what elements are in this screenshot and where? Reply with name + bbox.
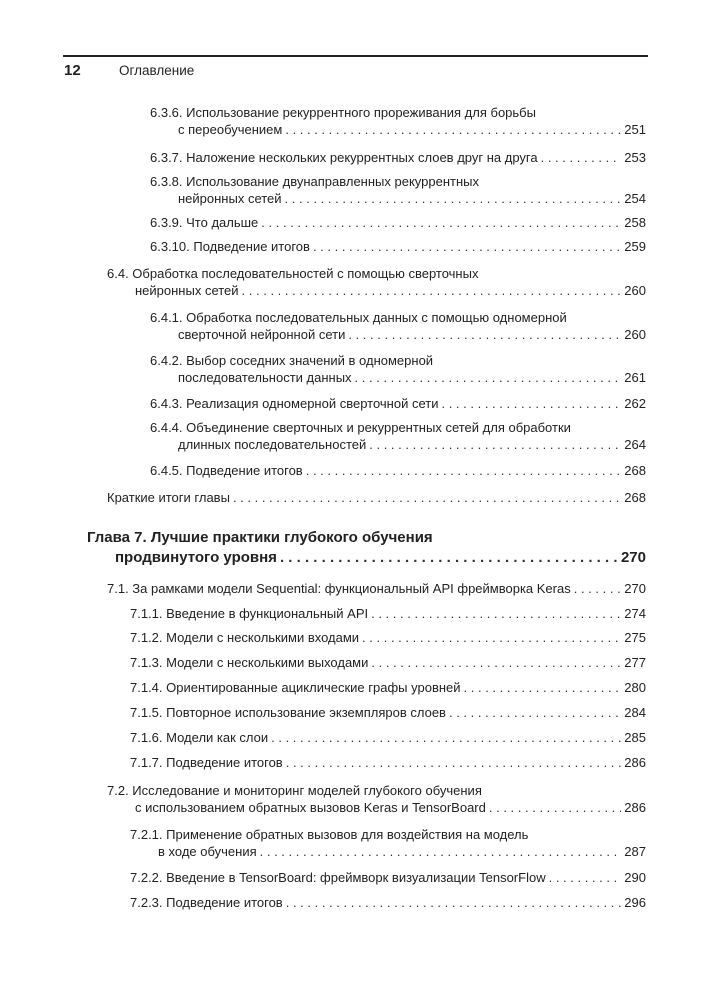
toc-entry-title: 6.4. Обработка последовательностей с помощью сверточных [107, 266, 479, 281]
toc-entry-title: 6.3.7. Наложение нескольких рекуррентных слоев друг на друга [150, 150, 538, 165]
toc-entry-title: 7.1.4. Ориентированные ациклические графы уровней [130, 680, 461, 695]
page-number: 12 [64, 62, 81, 79]
dot-leader [261, 214, 621, 231]
toc-entry-title: 6.4.5. Подведение итогов [150, 463, 303, 478]
toc-entry-title: 6.4.4. Объединение сверточных и рекуррентных сетей для обработки [150, 420, 571, 435]
toc-entry[interactable] [150, 149, 646, 166]
toc-page-number: 285 [624, 730, 646, 745]
toc-entry[interactable] [150, 104, 646, 138]
toc-page-number: 260 [624, 283, 646, 298]
dot-leader [369, 436, 621, 453]
toc-entry-title: 7.1.1. Введение в функциональный API [130, 606, 369, 621]
toc-entry[interactable] [107, 265, 646, 299]
toc-entry[interactable] [107, 580, 646, 597]
toc-entry[interactable] [130, 629, 646, 646]
header-rule [63, 55, 648, 57]
dot-leader [362, 629, 621, 646]
toc-entry[interactable] [130, 679, 646, 696]
toc-page-number: 277 [624, 655, 646, 670]
toc-chapter-entry[interactable] [87, 528, 646, 568]
dot-leader [574, 580, 622, 597]
dot-leader [280, 548, 618, 568]
dot-leader [285, 190, 622, 207]
toc-entry-title: 7.1.6. Модели как слои [130, 730, 269, 745]
toc-entry-title: 7.1.5. Повторное использование экземпляров слоев [130, 705, 446, 720]
toc-entry[interactable] [107, 782, 646, 816]
toc-entry[interactable] [107, 489, 646, 506]
toc-entry[interactable] [130, 826, 646, 860]
toc-entry[interactable] [130, 704, 646, 721]
toc-page-number: 254 [624, 191, 646, 206]
toc-page-number: 251 [624, 122, 646, 137]
dot-leader [489, 799, 621, 816]
toc-page-number: 262 [624, 396, 646, 411]
toc-entry[interactable] [150, 309, 646, 343]
toc-entry-title-cont: в ходе обучения [158, 844, 257, 859]
toc-page-number: 260 [624, 327, 646, 342]
toc-page-number: 268 [624, 490, 646, 505]
toc-entry-title: 7.1.3. Модели с несколькими выходами [130, 655, 369, 670]
toc-entry-title: 6.3.8. Использование двунаправленных рекуррентных [150, 174, 479, 189]
toc-page-number: 270 [624, 581, 646, 596]
dot-leader [371, 605, 621, 622]
toc-page-number: 259 [624, 239, 646, 254]
toc-page-number: 286 [624, 800, 646, 815]
toc-entry-title: 6.4.3. Реализация одномерной сверточной сети [150, 396, 439, 411]
toc-entry-title: 6.4.2. Выбор соседних значений в одномерной [150, 353, 434, 368]
toc-entry[interactable] [130, 654, 646, 671]
toc-entry[interactable] [150, 462, 646, 479]
dot-leader [348, 326, 621, 343]
toc-entry-title: 7.1.2. Модели с несколькими входами [130, 630, 360, 645]
toc-page-number: 261 [624, 370, 646, 385]
toc-entry-title: 7.2.1. Применение обратных вызовов для воздействия на модель [130, 827, 529, 842]
toc-entry-title-cont: продвинутого уровня [115, 549, 277, 566]
toc-entry-title: 6.3.9. Что дальше [150, 215, 259, 230]
dot-leader [371, 654, 621, 671]
toc-page-number: 270 [620, 549, 646, 566]
toc-page-number: 268 [624, 463, 646, 478]
toc-entry-title: 7.2.2. Введение в TensorBoard: фреймворк визуализации TensorFlow [130, 870, 546, 885]
toc-entry-title-cont: последовательности данных [178, 370, 352, 385]
dot-leader [541, 149, 622, 166]
dot-leader [242, 282, 622, 299]
dot-leader [441, 395, 621, 412]
toc-entry-title: 6.3.10. Подведение итогов [150, 239, 310, 254]
dot-leader [233, 489, 621, 506]
toc-entry-title: 7.1. За рамками модели Sequential: функциональный API фреймворка Keras [107, 581, 571, 596]
dot-leader [286, 894, 622, 911]
dot-leader [355, 369, 622, 386]
toc-entry[interactable] [150, 173, 646, 207]
toc-page-number: 264 [624, 437, 646, 452]
dot-leader [306, 462, 622, 479]
toc-entry[interactable] [150, 238, 646, 255]
toc-entry[interactable] [150, 395, 646, 412]
toc-page-number: 274 [624, 606, 646, 621]
toc-entry-title-cont: с использованием обратных вызовов Keras и TensorBoard [135, 800, 486, 815]
dot-leader [313, 238, 621, 255]
toc-page-number: 280 [624, 680, 646, 695]
toc-page-number: 284 [624, 705, 646, 720]
toc-entry-title: 6.3.6. Использование рекуррентного прореживания для борьбы [150, 105, 536, 120]
toc-entry[interactable] [150, 352, 646, 386]
toc-entry-title-cont: с переобучением [178, 122, 283, 137]
toc-page-number: 286 [624, 755, 646, 770]
toc-entry[interactable] [150, 214, 646, 231]
toc-entry-title: Краткие итоги главы [107, 490, 230, 505]
toc-entry[interactable] [150, 419, 646, 453]
toc-page-number: 258 [624, 215, 646, 230]
toc-entry[interactable] [130, 605, 646, 622]
toc-page-number: 296 [624, 895, 646, 910]
toc-entry-title: 7.2.3. Подведение итогов [130, 895, 283, 910]
toc-entry[interactable] [130, 754, 646, 771]
toc-entry-title: 7.2. Исследование и мониторинг моделей глубокого обучения [107, 783, 482, 798]
running-header-title: Оглавление [119, 63, 195, 78]
toc-entry-title: 7.1.7. Подведение итогов [130, 755, 283, 770]
toc-entry-title: Глава 7. Лучшие практики глубокого обучения [87, 529, 433, 546]
toc-entry-title-cont: нейронных сетей [178, 191, 282, 206]
dot-leader [271, 729, 621, 746]
dot-leader [286, 754, 622, 771]
toc-entry[interactable] [130, 869, 646, 886]
toc-page-number: 290 [624, 870, 646, 885]
dot-leader [464, 679, 622, 696]
dot-leader [449, 704, 621, 721]
dot-leader [260, 843, 622, 860]
toc-page-number: 275 [624, 630, 646, 645]
dot-leader [285, 121, 621, 138]
toc-entry-title-cont: сверточной нейронной сети [178, 327, 346, 342]
toc-page-number: 253 [624, 150, 646, 165]
toc-entry[interactable] [130, 729, 646, 746]
toc-entry-title-cont: нейронных сетей [135, 283, 239, 298]
toc-page-number: 287 [624, 844, 646, 859]
dot-leader [549, 869, 622, 886]
toc-entry[interactable] [130, 894, 646, 911]
toc-entry-title-cont: длинных последовательностей [178, 437, 367, 452]
toc-entry-title: 6.4.1. Обработка последовательных данных с помощью одномерной [150, 310, 567, 325]
